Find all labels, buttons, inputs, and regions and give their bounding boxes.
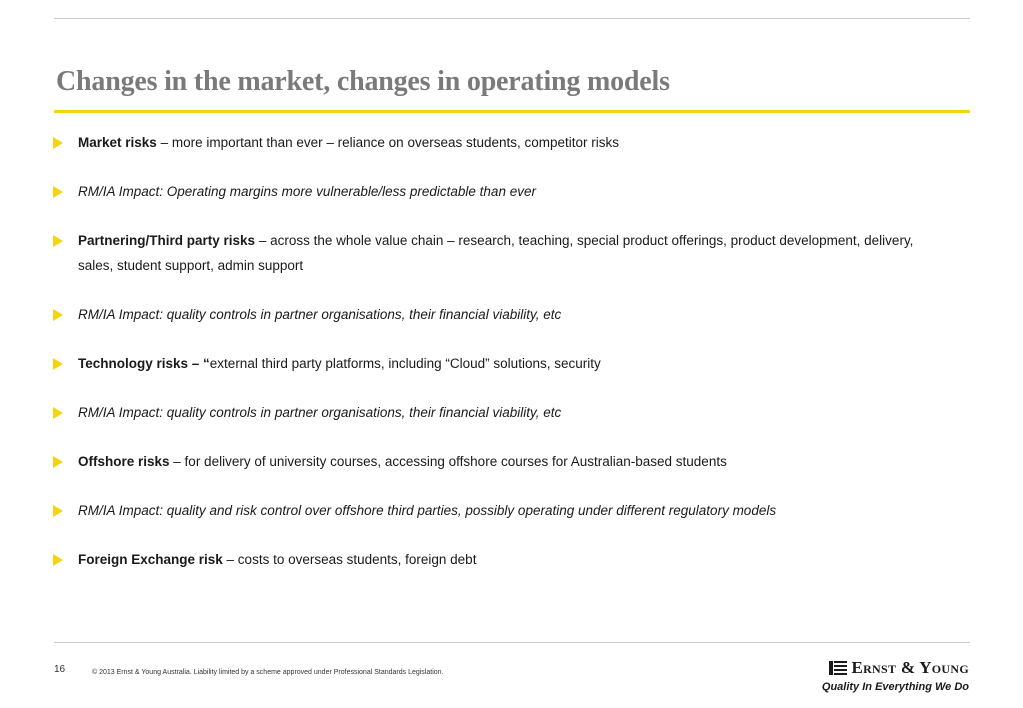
bullet-text: – costs to overseas students, foreign debt: [222, 552, 477, 567]
triangle-bullet-icon: [53, 235, 63, 247]
bullet-item-fx-risk: [50, 547, 950, 572]
ey-logo: [822, 658, 969, 693]
triangle-bullet-icon: [53, 407, 63, 419]
bullet-text: RM/IA Impact: quality controls in partner organisations, their financial viability, etc: [78, 307, 562, 322]
logo-wordmark: Ernst & Young: [851, 658, 969, 677]
bullet-item-partnering-risks: [50, 228, 950, 278]
triangle-bullet-icon: [53, 309, 63, 321]
bullet-text: RM/IA Impact: Operating margins more vulnerable/less predictable than ever: [78, 184, 536, 199]
bullet-text: – across the whole value chain – research, teaching, special product offerings, product development, delivery, sales, student support, admin support: [78, 233, 914, 273]
bullet-list: [50, 130, 950, 572]
bullet-label: Offshore risks: [78, 454, 170, 469]
bullet-item-market-risks: [50, 130, 950, 155]
bullet-label: Foreign Exchange risk: [78, 552, 223, 567]
top-divider: [54, 18, 970, 19]
bullet-label: Partnering/Third party risks: [78, 233, 256, 248]
logo-tagline: Quality In Everything We Do: [821, 681, 969, 693]
bullet-item-market-impact: [50, 179, 950, 204]
bullet-text: – for delivery of university courses, accessing offshore courses for Australian-based students: [169, 454, 727, 469]
footer-divider: [54, 642, 970, 643]
ey-logo-icon: [829, 661, 847, 675]
bullet-label: Technology risks – “: [78, 356, 210, 371]
bullet-item-partnering-impact: [50, 302, 950, 327]
bullet-text: RM/IA Impact: quality and risk control over offshore third parties, possibly operating under different regulatory models: [78, 503, 777, 518]
triangle-bullet-icon: [53, 505, 63, 517]
triangle-bullet-icon: [53, 456, 63, 468]
triangle-bullet-icon: [53, 137, 63, 149]
triangle-bullet-icon: [53, 186, 63, 198]
bullet-item-offshore-risks: [50, 449, 950, 474]
copyright-notice: © 2013 Ernst & Young Australia. Liability limited by a scheme approved under Professional Standards Legislation.: [92, 669, 444, 676]
bullet-text: external third party platforms, including “Cloud” solutions, security: [209, 356, 601, 371]
triangle-bullet-icon: [53, 358, 63, 370]
bullet-item-technology-risks: [50, 351, 950, 376]
slide-title: Changes in the market, changes in operating models: [56, 66, 670, 97]
bullet-text: – more important than ever – reliance on overseas students, competitor risks: [156, 135, 620, 150]
bullet-item-technology-impact: [50, 400, 950, 425]
page-number: 16: [54, 664, 66, 675]
bullet-label: Market risks: [78, 135, 157, 150]
bullet-text: RM/IA Impact: quality controls in partner organisations, their financial viability, etc: [78, 405, 562, 420]
bullet-item-offshore-impact: [50, 498, 950, 523]
triangle-bullet-icon: [53, 554, 63, 566]
title-underline: [54, 110, 970, 113]
